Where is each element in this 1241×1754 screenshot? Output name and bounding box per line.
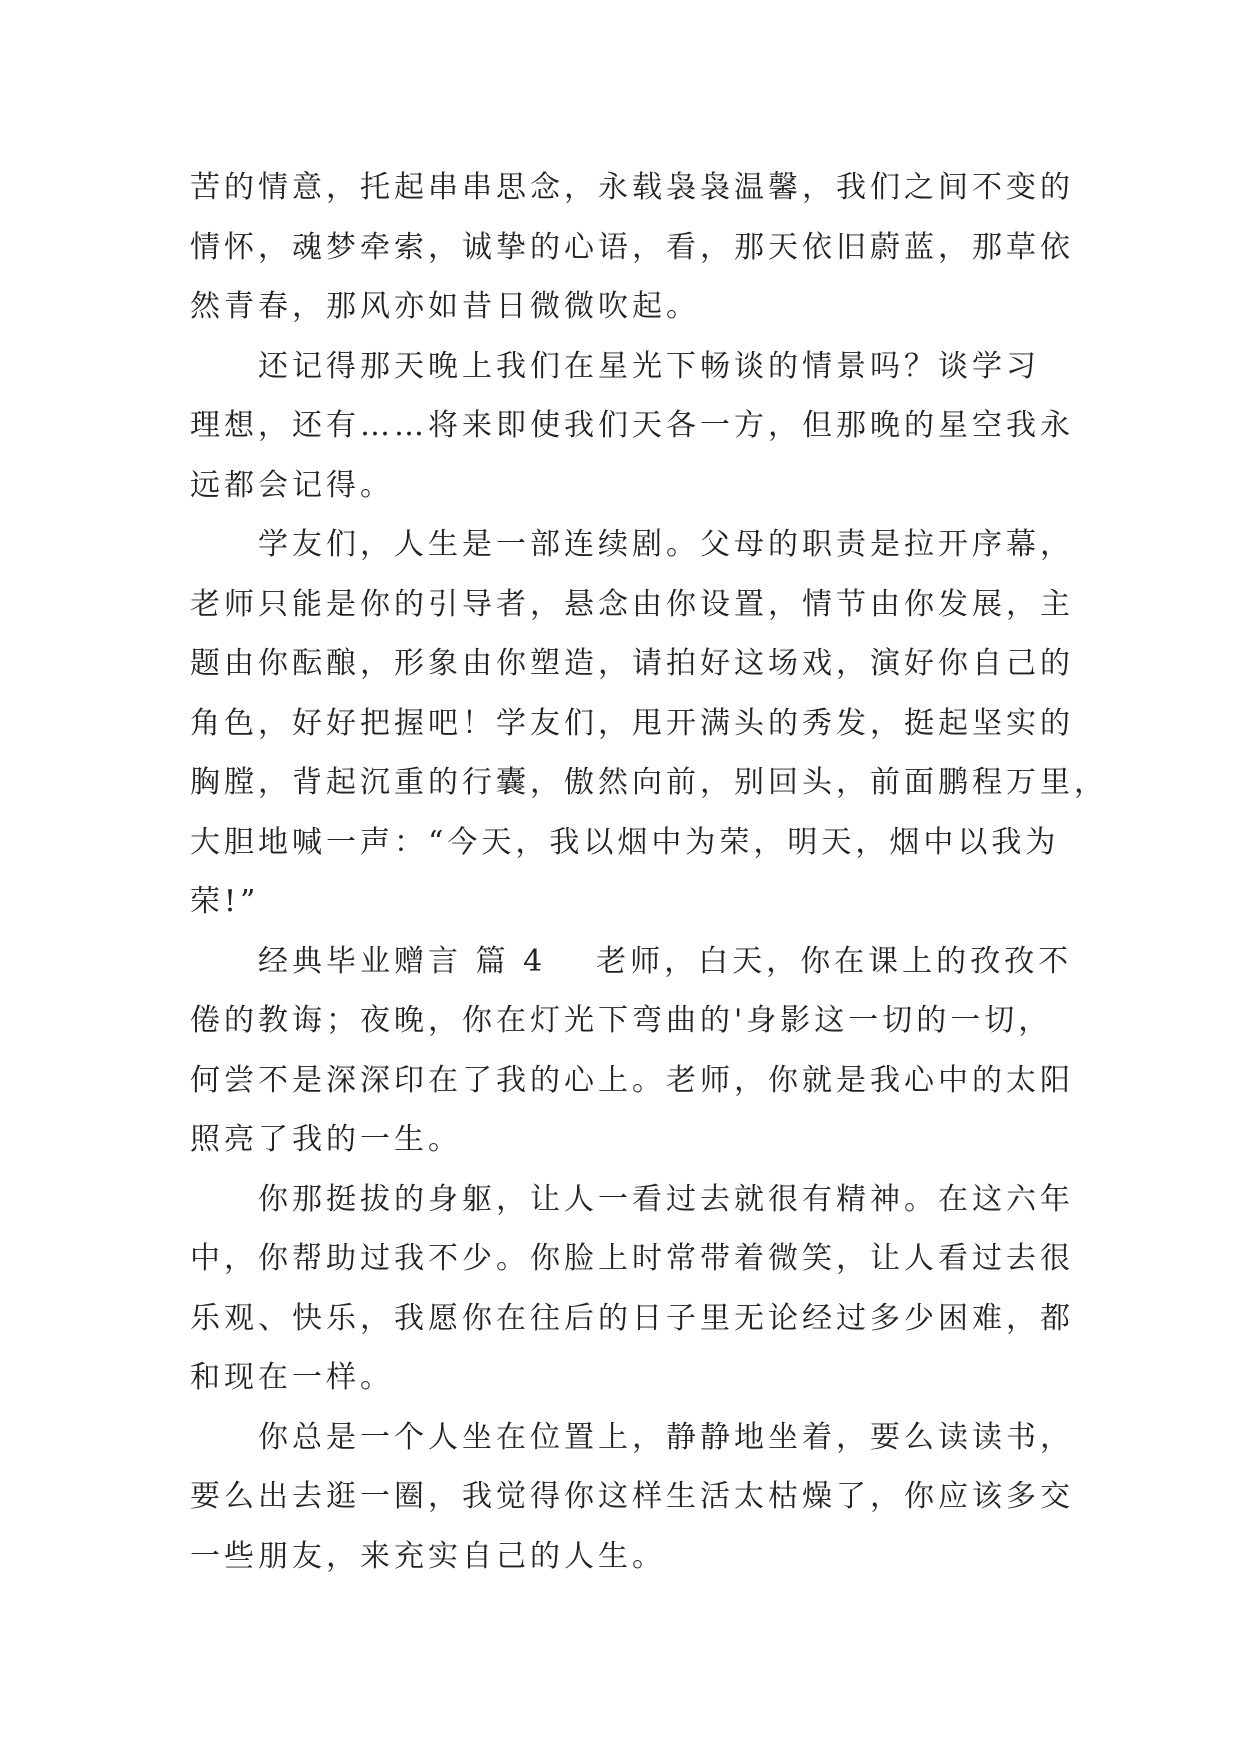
- text-line: 然青春，那风亦如昔日微微吹起。: [190, 289, 700, 324]
- text-line: 倦的教诲；夜晚，你在灯光下弯曲的'身影这一切的一切，: [190, 1003, 1053, 1038]
- text-line: 荣!”: [190, 884, 260, 919]
- paragraph-5: [190, 1170, 1074, 1408]
- text-line: 情怀，魂梦牵索，诚挚的心语，看，那天依旧蔚蓝，那草依: [190, 229, 1074, 265]
- text-line: 苦的情意，托起串串思念，永载袅袅温馨，我们之间不变的: [190, 170, 1074, 205]
- text-line: 题由你酝酿，形象由你塑造，请拍好这场戏，演好你自己的: [190, 646, 1074, 681]
- text-line: 中，你帮助过我不少。你脸上时常带着微笑，让人看过去很: [190, 1241, 1074, 1276]
- paragraph-2: [190, 337, 1074, 516]
- text-line: 一些朋友，来充实自己的人生。: [190, 1538, 666, 1574]
- text-line: 胸膛，背起沉重的行囊，傲然向前，别回头，前面鹏程万里，: [190, 765, 1108, 800]
- text-line: 学友们，人生是一部连续剧。父母的职责是拉开序幕，: [258, 527, 1074, 562]
- paragraph-1: [190, 158, 1074, 337]
- text-line: 远都会记得。: [190, 467, 394, 503]
- document-body: [190, 158, 1108, 1586]
- text-line: 理想，还有……将来即使我们天各一方，但那晚的星空我永: [190, 408, 1074, 443]
- text-line: 和现在一样。: [190, 1360, 394, 1395]
- paragraph-4: [190, 932, 1074, 1170]
- heading-line: [190, 932, 1073, 992]
- text-line: 老师，白天，你在课上的孜孜不: [596, 943, 1073, 979]
- text-line: 乐观、快乐，我愿你在往后的日子里无论经过多少困难，都: [190, 1300, 1074, 1336]
- text-line: 何尝不是深深印在了我的心上。老师，你就是我心中的太阳: [190, 1062, 1074, 1098]
- paragraph-6: [190, 1408, 1074, 1587]
- text-line: 你总是一个人坐在位置上，静静地坐着，要么读读书，: [258, 1419, 1074, 1455]
- text-line: 大胆地喊一声：“今天，我以烟中为荣，明天，烟中以我为: [190, 824, 1060, 860]
- text-line: 要么出去逛一圈，我觉得你这样生活太枯燥了，你应该多交: [190, 1479, 1074, 1514]
- paragraph-3: [190, 515, 1108, 932]
- text-line: 老师只能是你的引导者，悬念由你设置，情节由你发展，主: [190, 586, 1074, 622]
- text-line: 还记得那天晚上我们在星光下畅谈的情景吗？谈学习: [258, 348, 1040, 384]
- text-line: 照亮了我的一生。: [190, 1122, 462, 1157]
- text-line: 角色，好好把握吧！学友们，甩开满头的秀发，挺起坚实的: [190, 705, 1074, 741]
- text-line: 你那挺拔的身躯，让人一看过去就很有精神。在这六年: [258, 1181, 1074, 1217]
- section-heading: 经典毕业赠言 篇 4: [258, 943, 547, 979]
